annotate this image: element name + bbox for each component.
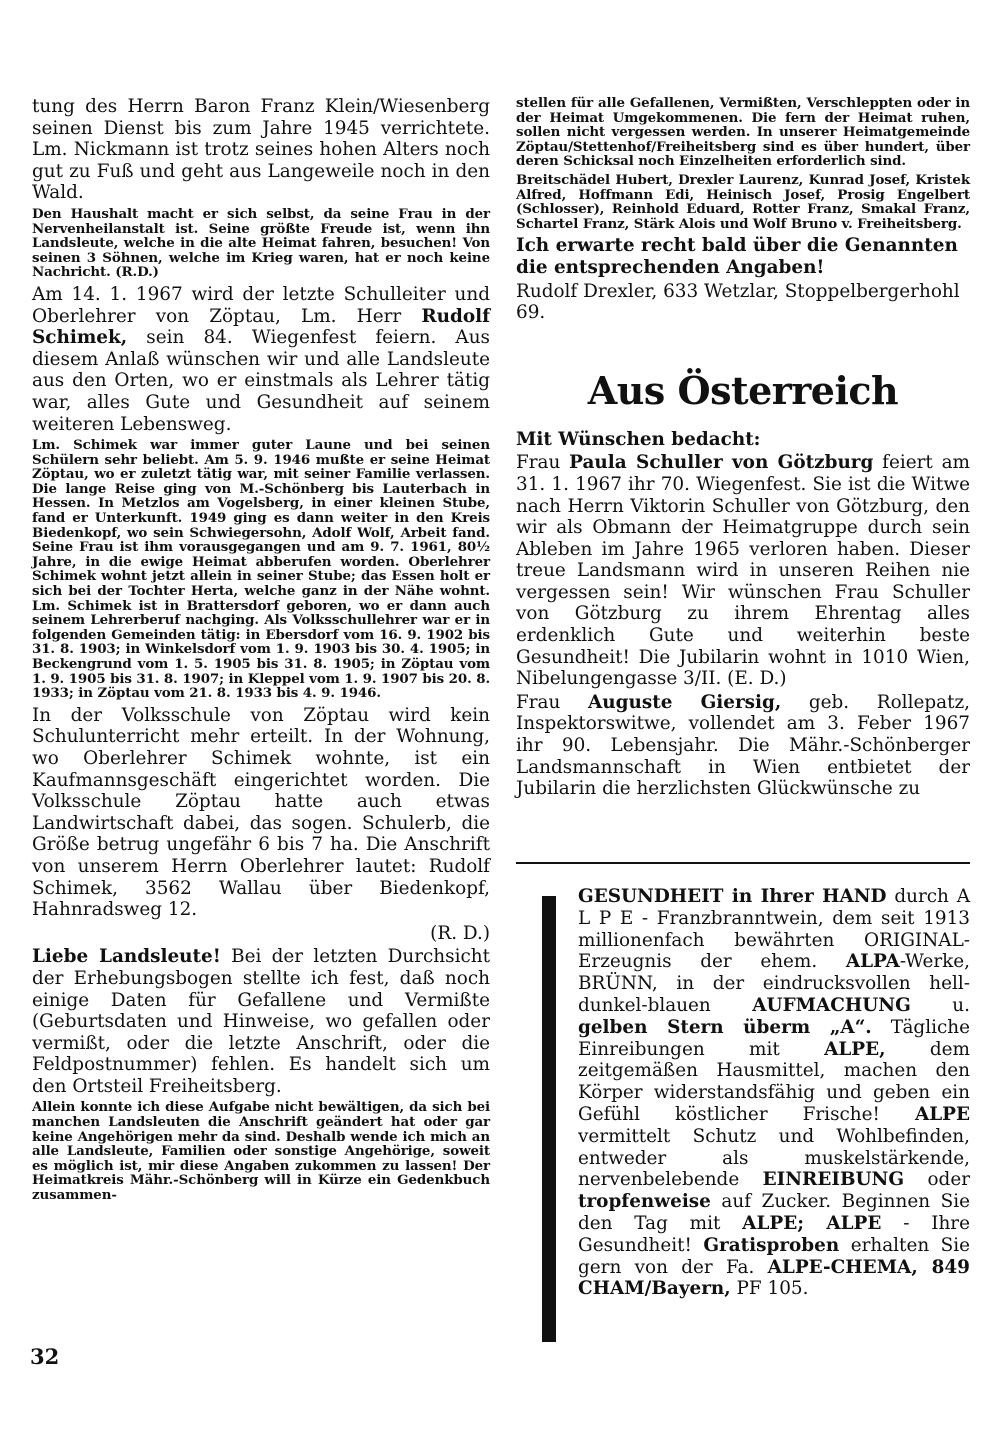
text-segment: Frau [516, 452, 570, 474]
ad-headline: GESUNDHEIT in Ihrer HAND [578, 886, 887, 907]
paragraph-schuller [516, 452, 970, 690]
text-segment: Gratisproben [703, 1234, 840, 1256]
signature-rd: (R. D.) [430, 922, 490, 944]
paragraph-drexler-address: Rudolf Drexler, 633 Wetzlar, Stoppelbergerhohl 69. [516, 280, 960, 324]
text-segment: - Ihre Gesundheit! [578, 1212, 970, 1256]
text-segment: AUFMACHUNG [752, 994, 911, 1016]
right-column [516, 96, 970, 802]
text-segment: erhalten Sie gern von der Fa. [578, 1234, 970, 1278]
text-segment: Frau [516, 691, 588, 713]
text-segment: ALPA [845, 951, 900, 973]
text-segment: PF 105. [730, 1278, 809, 1300]
text-segment: -Werke, BRÜNN, in der eindrucksvollen hell-dunkel-blauen [578, 951, 970, 1016]
text-segment: EINREIBUNG [762, 1169, 905, 1191]
text-segment: auf Zucker. Beginnen Sie den Tag mit [578, 1191, 970, 1234]
name-auguste-giersig: Auguste Giersig, [587, 691, 782, 713]
page-number: 32 [30, 1344, 60, 1369]
text-segment: dem zeitgemäßen Hausmittel, machen den Körper widerstandsfähig und geben ein Gefühl köstlicher Frische! [578, 1038, 970, 1125]
text-segment: ALPE [914, 1103, 970, 1125]
text-segment: ALPE-CHEMA, 849 CHAM/Bayern, [578, 1256, 970, 1300]
text-segment: Am 14. 1. 1967 wird der letzte Schulleiter und Oberlehrer von Zöptau, Lm. Herr [32, 283, 490, 327]
left-column [32, 96, 490, 1207]
paragraph-aufgabe: Allein konnte ich diese Aufgabe nicht bewältigen, da sich bei manchen Landsleuten die Anschrift geändert hat oder gar keine Angehörigen mehr da sind. Deshalb wende ich mich an alle Landsleute, Familien oder sonstige Angehörige, soweit es möglich ist, mir diese Angaben zukommen zu lassen! Der Heimatkreis Mähr.-Schönberg will in Kürze ein Gedenkbuch zusammen- [32, 1099, 490, 1204]
paragraph-schimek-biography: Lm. Schimek war immer guter Laune und bei seinen Schülern sehr beliebt. Am 5. 9. 1946 mußte er seine Heimat Zöptau, wo er zuletzt tätig war, mit seiner Familie verlassen. Die lange Reise ging von M.-Schönberg bis Lauterbach in Hessen. In Metzlos am Vogelsberg, in einer kleinen Stube, fand er Unterkunft. 1949 ging es dann weiter in den Kreis Biedenkopf, wo sein Schwiegersohn, Adolf Wolf, Arbeit fand. Seine Frau ist ihm vorausgegangen und am 9. 7. 1961, 80½ Jahre, in die ewige Heimat abberufen worden. Oberlehrer Schimek wohnt jetzt allein in seiner Stube; das Essen holt er sich bei der Tochter Herta, welche ganz in der Nähe wohnt. Lm. Schimek ist in Brattersdorf geboren, wo er dann auch seinem Lehrerberuf nachging. Als Volksschullehrer war er in folgenden Gemeinden tätig: in Ebersdorf vom 16. 9. 1902 bis 31. 8. 1903; in Winkelsdorf vom 1. 9. 1903 bis 30. 4. 1905; in Beckengrund vom 1. 5. 1905 bis 31. 8. 1905; in Zöptau vom 1. 9. 1905 bis 31. 8. 1907; in Kleppel vom 1. 9. 1907 bis 20. 8. 1933; in Zöptau vom 21. 8. 1933 bis 4. 9. 1946. [32, 437, 491, 702]
ad-black-bar [542, 896, 556, 1342]
text-segment: tropfenweise [578, 1191, 711, 1213]
name-rudolf-schimek: Rudolf Schimek, [32, 305, 490, 349]
name-paula-schuller: Paula Schuller von Götzburg [569, 452, 874, 474]
advertisement-alpe [542, 886, 970, 1340]
text-segment: geb. Rollepatz, Inspektorswitwe, vollendet am 3. Feber 1967 ihr 90. Lebensjahr. Die Mähr.-Schönberger Landsmannschaft in Wien entbietet der Jubilarin die herzlichsten Glückwünsche zu [516, 691, 970, 800]
lead-liebe-landsleute: Liebe Landsleute! [32, 946, 221, 968]
paragraph-schimek-birthday [32, 284, 490, 435]
paragraph-liebe-landsleute [32, 946, 490, 1097]
text-segment: u. [910, 994, 970, 1016]
text-segment: gelben Stern überm „A“. [578, 1016, 872, 1038]
text-segment: Bei der letzten Durchsicht der Erhebungsbogen stellte ich fest, daß noch einige Daten für Gefallene und Vermißte (Geburtsdaten und Hinweise, wo gefallen oder vermißt, oder die letzte Anschrift, oder die Feldpostnummer) fehlen. Es handelt sich um den Ortsteil Freiheitsberg. [32, 946, 490, 1097]
ad-text [578, 886, 970, 1300]
text-segment: vermittelt Schutz und Wohlbefinden, entweder als muskelstärkende, nervenbelebende [578, 1125, 970, 1191]
subheading-mit-wuenschen: Mit Wünschen bedacht: [516, 428, 761, 450]
paragraph-nickmann: tung des Herrn Baron Franz Klein/Wiesenberg seinen Dienst bis zum Jahre 1945 verrichtete. Lm. Nickmann ist trotz seines hohen Alters noch gut zu Fuß und geht aus Langeweile noch in den Wald. [32, 96, 490, 204]
paragraph-haushalt: Den Haushalt macht er sich selbst, da seine Frau in der Nervenheilanstalt ist. Seine größte Freude ist, wenn ihn Landsleute, welche in die alte Heimat fahren, besuchen! Von seinen 3 Söhnen, welche im Krieg waren, hat er noch keine Nachricht. (R.D.) [32, 205, 490, 281]
text-segment: sein 84. Wiegenfest feiern. Aus diesem Anlaß wünschen wir und alle Landsleute aus den Orten, wo er einstmals als Lehrer tätig war, alles Gute und Gesundheit auf seinem weiteren Lebensweg. [32, 327, 490, 435]
text-segment: ALPE; ALPE [742, 1212, 882, 1234]
section-heading-aus-oesterreich: Aus Österreich [587, 367, 899, 413]
divider-rule [516, 862, 970, 864]
paragraph-volksschule: In der Volksschule von Zöptau wird kein Schulunterricht mehr erteilt. In der Wohnung, wo Oberlehrer Schimek wohnte, ist ein Kaufmannsgeschäft eingerichtet worden. Die Volksschule Zöptau hatte auch etwas Landwirtschaft dabei, das sogen. Schulerb, die Größe betrug ungefähr 6 bis 7 ha. Die Anschrift von unserem Herrn Oberlehrer lautet: Rudolf Schimek, 3562 Wallau über Biedenkopf, Hahnradsweg 12. [32, 704, 490, 921]
text-segment: durch A L P E - Franzbranntwein, dem seit 1913 millionenfach bewährten ORIGINAL-Erzeugnis der ehem. [578, 886, 970, 973]
paragraph-erwarte: Ich erwarte recht bald über die Genannten die entsprechenden Angaben! [516, 235, 958, 278]
paragraph-giersig [516, 692, 970, 800]
text-segment: feiert am 31. 1. 1967 ihr 70. Wiegenfest. Sie ist die Witwe nach Herrn Viktorin Schuller von Götzburg, den wir als Obmann der Heimatgruppe durch sein Ableben im Jahre 1965 verloren haben. Dieser treue Landsmann wird in unseren Reihen nie vergessen sein! Wir wünschen Frau Schuller von Götzburg zu ihrem Ehrentag alles erdenklich Gute und weiterhin beste Gesundheit! Die Jubilarin wohnt in 1010 Wien, Nibelungengasse 3/II. (E. D.) [516, 452, 970, 690]
paragraph-gedenkbuch: stellen für alle Gefallenen, Vermißten, Verschleppten oder in der Heimat Umgekommenen. Die fern der Heimat ruhen, sollen nicht vergessen werden. In unserer Heimatgemeinde Zöptau/Stettenhof/Freiheitsberg sind es über hundert, über deren Schicksal noch Einzelheiten erforderlich sind. [516, 95, 970, 170]
paragraph-name-list: Breitschädel Hubert, Drexler Laurenz, Kunrad Josef, Kristek Alfred, Hoffmann Edi, Heinisch Josef, Prosig Engelbert (Schlosser), Reinhold Eduard, Rotter Franz, Smakal Franz, Schartel Franz, Stärk Alois und Wolf Bruno v. Freiheitsberg. [516, 171, 970, 232]
text-segment: ALPE, [824, 1038, 886, 1060]
text-segment: oder [904, 1169, 970, 1191]
text-segment: Tägliche Einreibungen mit [578, 1016, 970, 1060]
